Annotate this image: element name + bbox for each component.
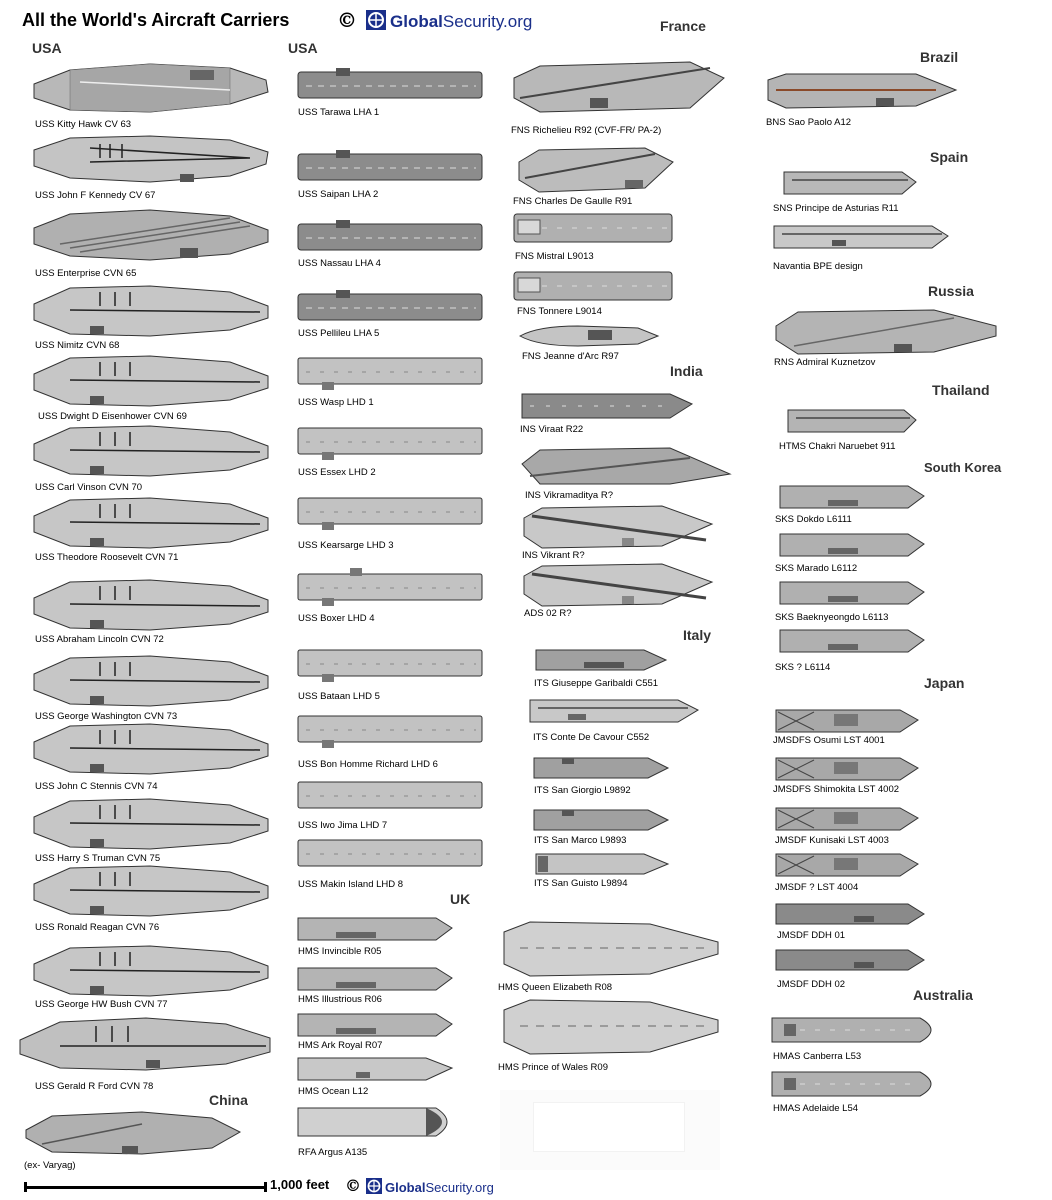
ship-jfk bbox=[30, 128, 272, 190]
ship-mistral bbox=[512, 212, 676, 246]
ship-sanmarco bbox=[532, 806, 670, 834]
ship-sangiorgio bbox=[532, 754, 670, 782]
caption-kuznetsov: RNS Admiral Kuznetzov bbox=[774, 357, 876, 368]
ship-shimokita bbox=[774, 754, 920, 784]
footer-globe-logo-icon bbox=[366, 1178, 382, 1194]
ship-richelieu bbox=[510, 58, 728, 118]
ship-osumi bbox=[774, 706, 920, 736]
caption-dokdo: SKS Dokdo L6111 bbox=[775, 514, 852, 525]
caption-boxer: USS Boxer LHD 4 bbox=[298, 613, 375, 624]
ship-navantia bbox=[772, 222, 950, 254]
ship-saipan bbox=[296, 148, 486, 184]
footer-brand-name bbox=[385, 1180, 494, 1195]
caption-bonhomme: USS Bon Homme Richard LHD 6 bbox=[298, 759, 438, 770]
caption-asturias: SNS Principe de Asturias R11 bbox=[773, 203, 899, 214]
ship-jeannedarc bbox=[518, 324, 660, 348]
ship-ford bbox=[16, 1012, 274, 1076]
footer-brand-rest: Security.org bbox=[425, 1180, 494, 1195]
ship-nimitz bbox=[30, 280, 272, 342]
caption-canberra: HMAS Canberra L53 bbox=[773, 1051, 862, 1062]
caption-marado: SKS Marado L6112 bbox=[775, 563, 858, 574]
ship-eisenhower bbox=[30, 350, 272, 412]
caption-varyag: (ex- Varyag) bbox=[24, 1160, 76, 1171]
ship-makin bbox=[296, 836, 486, 872]
ship-wasp bbox=[296, 354, 486, 394]
caption-washington: USS George Washington CVN 73 bbox=[35, 711, 178, 722]
caption-garibaldi: ITS Giuseppe Garibaldi C551 bbox=[534, 678, 659, 689]
caption-baeknyeongdo: SKS Baeknyeongdo L6113 bbox=[775, 612, 889, 623]
ship-lst4004 bbox=[774, 850, 920, 880]
ship-roosevelt bbox=[30, 492, 272, 554]
ship-kearsarge bbox=[296, 494, 486, 534]
ship-varyag bbox=[22, 1108, 244, 1158]
ship-vinson bbox=[30, 420, 272, 482]
country-brazil: Brazil bbox=[920, 49, 959, 65]
ship-canberra bbox=[770, 1014, 944, 1046]
copyright-symbol: © bbox=[337, 8, 357, 32]
caption-chakri: HTMS Chakri Naruebet 911 bbox=[779, 441, 896, 452]
scale-tick-right bbox=[264, 1182, 267, 1192]
ship-bush bbox=[30, 940, 272, 1002]
caption-peleliu: USS Pellileu LHA 5 bbox=[298, 328, 380, 339]
caption-bush: USS George HW Bush CVN 77 bbox=[35, 999, 168, 1010]
ship-dokdo bbox=[778, 482, 926, 512]
country-india: India bbox=[670, 363, 703, 379]
caption-lst4004: JMSDF ? LST 4004 bbox=[775, 882, 859, 893]
globalsecurity-logo bbox=[366, 10, 386, 35]
scale-tick-left bbox=[24, 1182, 27, 1192]
footer-copyright-symbol: © bbox=[345, 1176, 361, 1195]
country-japan: Japan bbox=[924, 675, 965, 691]
country-china: China bbox=[209, 1092, 248, 1108]
caption-essex: USS Essex LHD 2 bbox=[298, 467, 376, 478]
ship-baeknyeongdo bbox=[778, 578, 926, 608]
ship-vikrant bbox=[522, 504, 714, 552]
caption-vinson: USS Carl Vinson CVN 70 bbox=[35, 482, 143, 493]
caption-ford: USS Gerald R Ford CVN 78 bbox=[35, 1081, 154, 1092]
ship-ddh01 bbox=[774, 900, 926, 928]
caption-eisenhower: USS Dwight D Eisenhower CVN 69 bbox=[38, 411, 187, 422]
ship-princeofwales bbox=[500, 996, 722, 1058]
ship-marado bbox=[778, 530, 926, 560]
caption-reagan: USS Ronald Reagan CVN 76 bbox=[35, 922, 160, 933]
ship-enterprise bbox=[30, 204, 272, 266]
country-usa-right: USA bbox=[288, 40, 318, 56]
blank-box bbox=[533, 1102, 685, 1152]
ship-peleliu bbox=[296, 288, 486, 324]
caption-osumi: JMSDFS Osumi LST 4001 bbox=[773, 735, 885, 746]
scale-label: 1,000 feet bbox=[270, 1177, 330, 1192]
country-usa-left: USA bbox=[32, 40, 62, 56]
ship-stennis bbox=[30, 718, 272, 780]
caption-enterprise: USS Enterprise CVN 65 bbox=[35, 268, 137, 279]
caption-iwojima: USS Iwo Jima LHD 7 bbox=[298, 820, 388, 831]
ship-kitty-hawk bbox=[30, 58, 272, 120]
ship-queenelizabeth bbox=[500, 918, 722, 980]
ship-tarawa bbox=[296, 66, 486, 102]
ship-chakri bbox=[786, 406, 918, 436]
ship-adelaide bbox=[770, 1068, 944, 1100]
ship-arkroyal bbox=[296, 1008, 456, 1040]
ship-sks6114 bbox=[778, 626, 926, 656]
ship-tonnerre bbox=[512, 270, 676, 304]
ship-invincible bbox=[296, 912, 456, 944]
country-australia: Australia bbox=[913, 987, 973, 1003]
caption-wasp: USS Wasp LHD 1 bbox=[298, 397, 374, 408]
ship-garibaldi bbox=[534, 646, 668, 674]
country-russia: Russia bbox=[928, 283, 974, 299]
caption-queenelizabeth: HMS Queen Elizabeth R08 bbox=[498, 982, 613, 993]
ship-sanguisto bbox=[534, 850, 670, 878]
caption-adelaide: HMAS Adelaide L54 bbox=[773, 1103, 859, 1114]
ship-illustrious bbox=[296, 962, 456, 994]
ship-bataan bbox=[296, 646, 486, 686]
ship-bonhomme bbox=[296, 712, 486, 752]
caption-shimokita: JMSDFS Shimokita LST 4002 bbox=[773, 784, 900, 795]
ship-asturias bbox=[782, 168, 918, 198]
country-uk: UK bbox=[450, 891, 471, 907]
country-south-korea: South Korea bbox=[924, 460, 1002, 475]
brand-rest: Security.org bbox=[442, 12, 533, 31]
caption-sanguisto: ITS San Guisto L9894 bbox=[534, 878, 628, 889]
ship-argus bbox=[296, 1104, 462, 1140]
caption-jeannedarc: FNS Jeanne d'Arc R97 bbox=[522, 351, 619, 362]
caption-nassau: USS Nassau LHA 4 bbox=[298, 258, 381, 269]
caption-kunisaki: JMSDF Kunisaki LST 4003 bbox=[775, 835, 889, 846]
ship-ocean bbox=[296, 1054, 456, 1084]
brand-bold: Global bbox=[390, 12, 443, 31]
country-thailand: Thailand bbox=[932, 382, 990, 398]
ship-reagan bbox=[30, 860, 272, 922]
page-title: All the World's Aircraft Carriers bbox=[22, 10, 290, 30]
ship-lincoln bbox=[30, 574, 272, 636]
caption-tonnerre: FNS Tonnere L9014 bbox=[517, 306, 602, 317]
caption-vikramaditya: INS Vikramaditya R? bbox=[525, 490, 613, 501]
country-italy: Italy bbox=[683, 627, 712, 643]
globe-logo-icon bbox=[366, 10, 386, 30]
ship-kuznetsov bbox=[774, 306, 998, 358]
caption-sanmarco: ITS San Marco L9893 bbox=[534, 835, 627, 846]
caption-kearsarge: USS Kearsarge LHD 3 bbox=[298, 540, 394, 551]
caption-bataan: USS Bataan LHD 5 bbox=[298, 691, 380, 702]
ship-boxer bbox=[296, 566, 486, 610]
footer-globalsecurity-logo bbox=[366, 1178, 382, 1199]
ship-kunisaki bbox=[774, 804, 920, 834]
caption-richelieu: FNS Richelieu R92 (CVF-FR/ PA-2) bbox=[511, 125, 662, 136]
caption-saipan: USS Saipan LHA 2 bbox=[298, 189, 379, 200]
caption-viraat: INS Viraat R22 bbox=[520, 424, 584, 435]
caption-invincible: HMS Invincible R05 bbox=[298, 946, 382, 957]
caption-argus: RFA Argus A135 bbox=[298, 1147, 368, 1158]
caption-jfk: USS John F Kennedy CV 67 bbox=[35, 190, 156, 201]
country-spain: Spain bbox=[930, 149, 969, 165]
brand-name bbox=[390, 12, 532, 32]
caption-roosevelt: USS Theodore Roosevelt CVN 71 bbox=[35, 552, 179, 563]
caption-stennis: USS John C Stennis CVN 74 bbox=[35, 781, 158, 792]
caption-illustrious: HMS Illustrious R06 bbox=[298, 994, 382, 1005]
caption-princeofwales: HMS Prince of Wales R09 bbox=[498, 1062, 608, 1073]
caption-navantia: Navantia BPE design bbox=[773, 261, 863, 272]
caption-arkroyal: HMS Ark Royal R07 bbox=[298, 1040, 383, 1051]
ship-vikramaditya bbox=[520, 444, 732, 488]
ship-viraat bbox=[520, 386, 696, 424]
caption-saopaulo: BNS Sao Paolo A12 bbox=[766, 117, 852, 128]
caption-vikrant: INS Vikrant R? bbox=[522, 550, 585, 561]
caption-tarawa: USS Tarawa LHA 1 bbox=[298, 107, 380, 118]
caption-degaulle: FNS Charles De Gaulle R91 bbox=[513, 196, 633, 207]
ship-degaulle bbox=[515, 144, 677, 196]
caption-sks6114: SKS ? L6114 bbox=[775, 662, 831, 673]
footer-brand-bold: Global bbox=[385, 1180, 426, 1195]
caption-makin: USS Makin Island LHD 8 bbox=[298, 879, 404, 890]
ship-washington bbox=[30, 650, 272, 712]
ship-ads02 bbox=[522, 562, 714, 610]
ship-ddh02 bbox=[774, 946, 926, 974]
caption-ddh02: JMSDF DDH 02 bbox=[777, 979, 846, 990]
caption-kitty-hawk: USS Kitty Hawk CV 63 bbox=[35, 119, 132, 130]
scale-bar bbox=[26, 1186, 266, 1189]
caption-sangiorgio: ITS San Giorgio L9892 bbox=[534, 785, 631, 796]
country-france: France bbox=[660, 18, 706, 34]
caption-cavour: ITS Conte De Cavour C552 bbox=[533, 732, 650, 743]
caption-truman: USS Harry S Truman CVN 75 bbox=[35, 853, 161, 864]
ship-essex bbox=[296, 424, 486, 464]
caption-ads02: ADS 02 R? bbox=[524, 608, 572, 619]
ship-nassau bbox=[296, 218, 486, 254]
ship-iwojima bbox=[296, 778, 486, 814]
caption-ddh01: JMSDF DDH 01 bbox=[777, 930, 846, 941]
caption-mistral: FNS Mistral L9013 bbox=[515, 251, 594, 262]
caption-ocean: HMS Ocean L12 bbox=[298, 1086, 369, 1097]
ship-truman bbox=[30, 793, 272, 855]
ship-cavour bbox=[528, 696, 700, 726]
caption-nimitz: USS Nimitz CVN 68 bbox=[35, 340, 120, 351]
ship-saopaulo bbox=[766, 70, 958, 112]
caption-lincoln: USS Abraham Lincoln CVN 72 bbox=[35, 634, 164, 645]
